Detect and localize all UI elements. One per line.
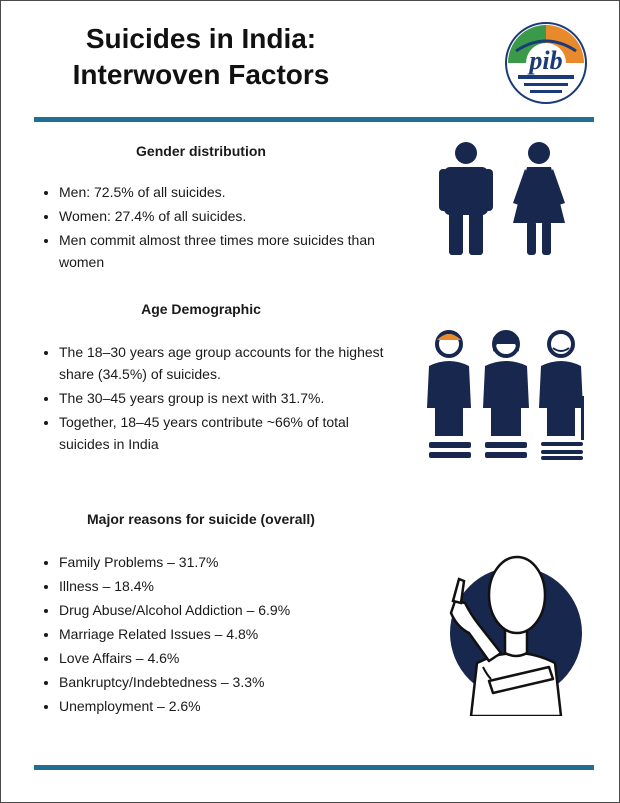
list-item: • The 18–30 years age group accounts for the highest share (34.5%) of suicides. xyxy=(59,341,399,385)
page-title xyxy=(41,21,361,93)
list-item: • Together, 18–45 years contribute ~66% of total suicides in India xyxy=(59,411,399,455)
list-item: • Men commit almost three times more suicides than women xyxy=(59,229,399,273)
list-item: • The 30–45 years group is next with 31.7%. xyxy=(59,387,399,409)
title-line-2: Interwoven Factors xyxy=(72,59,330,90)
list-item: • Love Affairs – 4.6% xyxy=(59,647,399,669)
list-item: • Family Problems – 31.7% xyxy=(59,551,399,573)
man-woman-icon xyxy=(431,139,581,259)
list-item: • Marriage Related Issues – 4.8% xyxy=(59,623,399,645)
svg-text:pib: pib xyxy=(529,46,563,75)
gender-heading: Gender distribution xyxy=(136,143,266,159)
thinking-man-icon xyxy=(431,541,591,716)
bottom-divider xyxy=(34,765,594,770)
list-item: • Unemployment – 2.6% xyxy=(59,695,399,717)
list-item: • Bankruptcy/Indebtedness – 3.3% xyxy=(59,671,399,693)
reasons-heading: Major reasons for suicide (overall) xyxy=(87,511,315,527)
list-item: • Drug Abuse/Alcohol Addiction – 6.9% xyxy=(59,599,399,621)
list-item: • Women: 27.4% of all suicides. xyxy=(59,205,399,227)
pib-logo-icon xyxy=(504,21,588,105)
age-list xyxy=(41,341,399,457)
list-item: • Illness – 18.4% xyxy=(59,575,399,597)
gender-list xyxy=(41,181,399,275)
top-divider xyxy=(34,117,594,122)
list-item: • Men: 72.5% of all suicides. xyxy=(59,181,399,203)
age-heading: Age Demographic xyxy=(141,301,261,317)
reasons-list xyxy=(41,551,399,719)
age-groups-icon xyxy=(421,326,591,461)
title-line-1: Suicides in India: xyxy=(85,23,317,54)
